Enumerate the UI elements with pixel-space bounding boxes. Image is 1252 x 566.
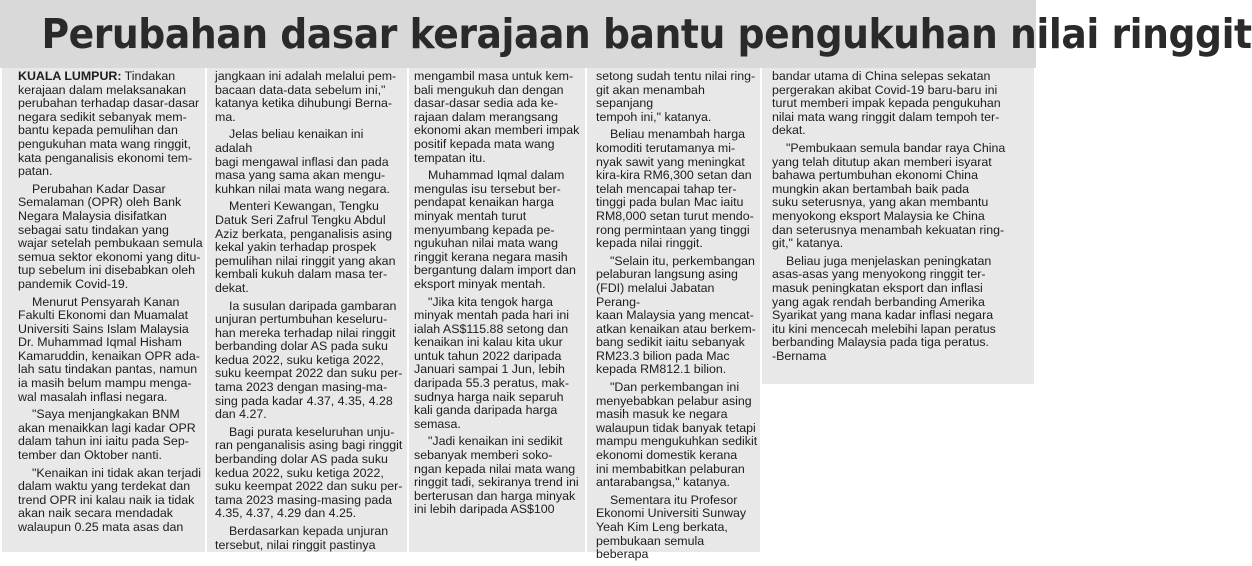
article-paragraph — [18, 70, 204, 179]
article-paragraph — [215, 426, 403, 521]
article-paragraph — [18, 467, 204, 535]
article-paragraph — [18, 296, 204, 405]
paragraph-text: setong sudah tentu nilai ring- git akan menambah sepanjang tempoh ini," katanya. — [596, 69, 756, 124]
paragraph-text: jangkaan ini adalah melalui pem- bacaan data-data sebelum ini," katanya ketika dihubungi Berna- ma. — [215, 69, 397, 124]
paragraph-text: Tindakan kerajaan dalam melaksanakan perubahan terhadap dasar-dasar negara sedikit sebanyak mem- bantu kepada pemulihan dan pengukuhan mata wang ringgit, kata penganalisis ekonomi tem- patan. — [18, 69, 200, 179]
dateline: KUALA LUMPUR: — [18, 69, 122, 83]
article-paragraph — [596, 494, 758, 562]
paragraph-text: mengambil masa untuk kem- bali mengukuh dan dengan dasar-dasar sedia ada ke- rajaan dalam merangsang ekonomi akan memberi impak positif kepada mata wang tempatan itu. — [414, 69, 580, 165]
article-paragraph — [772, 255, 1030, 364]
article-paragraph — [215, 70, 403, 124]
article-paragraph — [215, 525, 403, 552]
article-paragraph — [414, 435, 584, 517]
article-paragraph — [18, 183, 204, 292]
article-paragraph — [596, 128, 758, 250]
article-paragraph — [215, 300, 403, 422]
paragraph-text: Bagi purata keseluruhan unju- ran penganalisis asing bagi ringgit berbanding dolar AS pada suku kedua 2022, suku ketiga 2022, suku keempat 2022 dan suku per- tama 2023 masing-masing pada 4.35, 4.37, 4.29 dan 4.25. — [215, 424, 403, 521]
paragraph-text: "Saya menjangkakan BNM akan menaikkan lagi kadar OPR dalam tahun ini iaitu pada Sep- tember dan Oktober nanti. — [18, 407, 196, 463]
paragraph-text: "Jadi kenaikan ini sedikit sebanyak memberi soko- ngan kepada nilai mata wang ringgit tadi, sekiranya trend ini berterusan dan harga minyak ini lebih daripada AS$100 — [414, 434, 579, 517]
article-column-1 — [18, 70, 204, 539]
article-paragraph — [414, 169, 584, 291]
paragraph-text: "Kenaikan ini tidak akan terjadi dalam waktu yang terdekat dan trend OPR ini kalau naik ia tidak akan naik secara mendadak walaupun 0.25 mata asas dan — [18, 465, 202, 534]
headline: Perubahan dasar kerajaan bantu pengukuhan nilai ringgit — [41, 10, 1252, 58]
paragraph-text: "Selain itu, perkembangan pelaburan langsung asing (FDI) melalui Jabatan Perang- kaan Malaysia yang mencat- atkan kenaikan atau berkem- bang sedikit iaitu sebanyak RM23.3 bilion pada Mac kepada RM812.1 bilion. — [596, 253, 756, 377]
article-paragraph — [215, 200, 403, 295]
paragraph-text: Sementara itu Profesor Ekonomi Universiti Sunway Yeah Kim Leng berkata, pembukaan semula beberapa — [596, 492, 747, 562]
article-column-4 — [596, 70, 758, 566]
article-column-3 — [414, 70, 584, 521]
article-paragraph — [596, 381, 758, 490]
article-paragraph — [772, 142, 1030, 251]
paragraph-text: Muhammad Iqmal dalam mengulas isu tersebut ber- pendapat kenaikan harga minyak mentah turut menyumbang kepada pe- ngukuhan nilai mata wang ringgit kerana negara masih bergantung dalam import dan eksport minyak mentah. — [414, 168, 576, 291]
article-paragraph — [414, 296, 584, 432]
paragraph-text: Menurut Pensyarah Kanan Fakulti Ekonomi dan Muamalat Universiti Sains Islam Malaysia Dr. Muhammad Iqmal Hisham Kamaruddin, kenaikan OPR ada- lah satu tindakan pantas, namun ia masih belum mampu menga- wal masalah inflasi negara. — [18, 294, 200, 404]
paragraph-text: Jelas beliau kenaikan ini adalah bagi mengawal inflasi dan pada masa yang sama akan mengu- kuhkan nilai mata wang negara. — [215, 127, 390, 196]
paragraph-text: Perubahan Kadar Dasar Semalaman (OPR) oleh Bank Negara Malaysia disifatkan sebagai satu tindakan yang wajar setelah pembukaan semula semua sektor ekonomi yang ditu- tup sebelum ini disebabkan oleh pandemik Covid-19. — [18, 181, 203, 291]
article-paragraph — [596, 70, 758, 124]
paragraph-text: Ia susulan daripada gambaran unjuran pertumbuhan keseluru- han mereka terhadap nilai ringgit berbanding dolar AS pada suku kedua 2022, suku ketiga 2022, suku keempat 2022 dan suku per- tama 2023 dengan masing-ma- sing pada kadar 4.37, 4.35, 4.28 dan 4.27. — [215, 298, 403, 422]
article-paragraph — [18, 408, 204, 462]
article-paragraph — [596, 255, 758, 377]
article-paragraph — [772, 70, 1030, 138]
paragraph-text: "Dan perkembangan ini menyebabkan pelabur asing masih masuk ke negara walaupun tidak banyak tetapi mampu mengukuhkan sedikit ekonomi domestik kerana ini membabitkan pelaburan antarabangsa," katanya. — [596, 380, 758, 490]
article-column-2 — [215, 70, 403, 556]
article-paragraph — [215, 128, 403, 196]
article-column-5 — [772, 70, 1030, 367]
paragraph-text: Beliau menambah harga komoditi terutamanya mi- nyak sawit yang meningkat kira-kira RM6,300 setan dan telah mencapai tahap ter- tinggi pada bulan Mac iaitu RM8,000 setan turut mendo- rong permintaan yang tinggi kepada nilai ringgit. — [596, 127, 754, 251]
paragraph-text: Berdasarkan kepada unjuran tersebut, nilai ringgit pastinya — [215, 524, 389, 552]
paragraph-text: "Jika kita tengok harga minyak mentah pada hari ini ialah AS$115.88 setong dan kenaikan ini kalau kita ukur untuk tahun 2022 daripada Januari sampai 1 Jun, lebih daripada 55.3 peratus, mak- sudnya harga naik separuh kali ganda daripada harga semasa. — [414, 294, 569, 431]
paragraph-text: "Pembukaan semula bandar raya China yang telah ditutup akan memberi isyarat bahawa pertumbuhan ekonomi China mungkin akan bertambah baik pada suku seterusnya, yang akan membantu menyokong eksport Malaysia ke China dan seterusnya menambah kekuatan ring- git," katanya. — [772, 140, 1006, 251]
paragraph-text: Menteri Kewangan, Tengku Datuk Seri Zafrul Tengku Abdul Aziz berkata, penganalisis asing kekal yakin terhadap prospek pemulihan nilai ringgit yang akan kembali kukuh dalam masa ter- dekat. — [215, 199, 396, 295]
article-paragraph — [414, 70, 584, 165]
paragraph-text: bandar utama di China selepas sekatan pergerakan akibat Covid-19 baru-baru ini turut memberi impak kepada pengukuhan nilai mata wang ringgit dalam tempoh ter- dekat. — [772, 69, 1001, 138]
paragraph-text: Beliau juga menjelaskan peningkatan asas-asas yang menyokong ringgit ter- masuk peningkatan eksport dan inflasi yang agak rendah berbanding Amerika Syarikat yang mana kadar inflasi negara itu kini mencecah melebihi lapan peratus berbanding Malaysia pada tiga peratus. -Bernama — [772, 253, 996, 363]
